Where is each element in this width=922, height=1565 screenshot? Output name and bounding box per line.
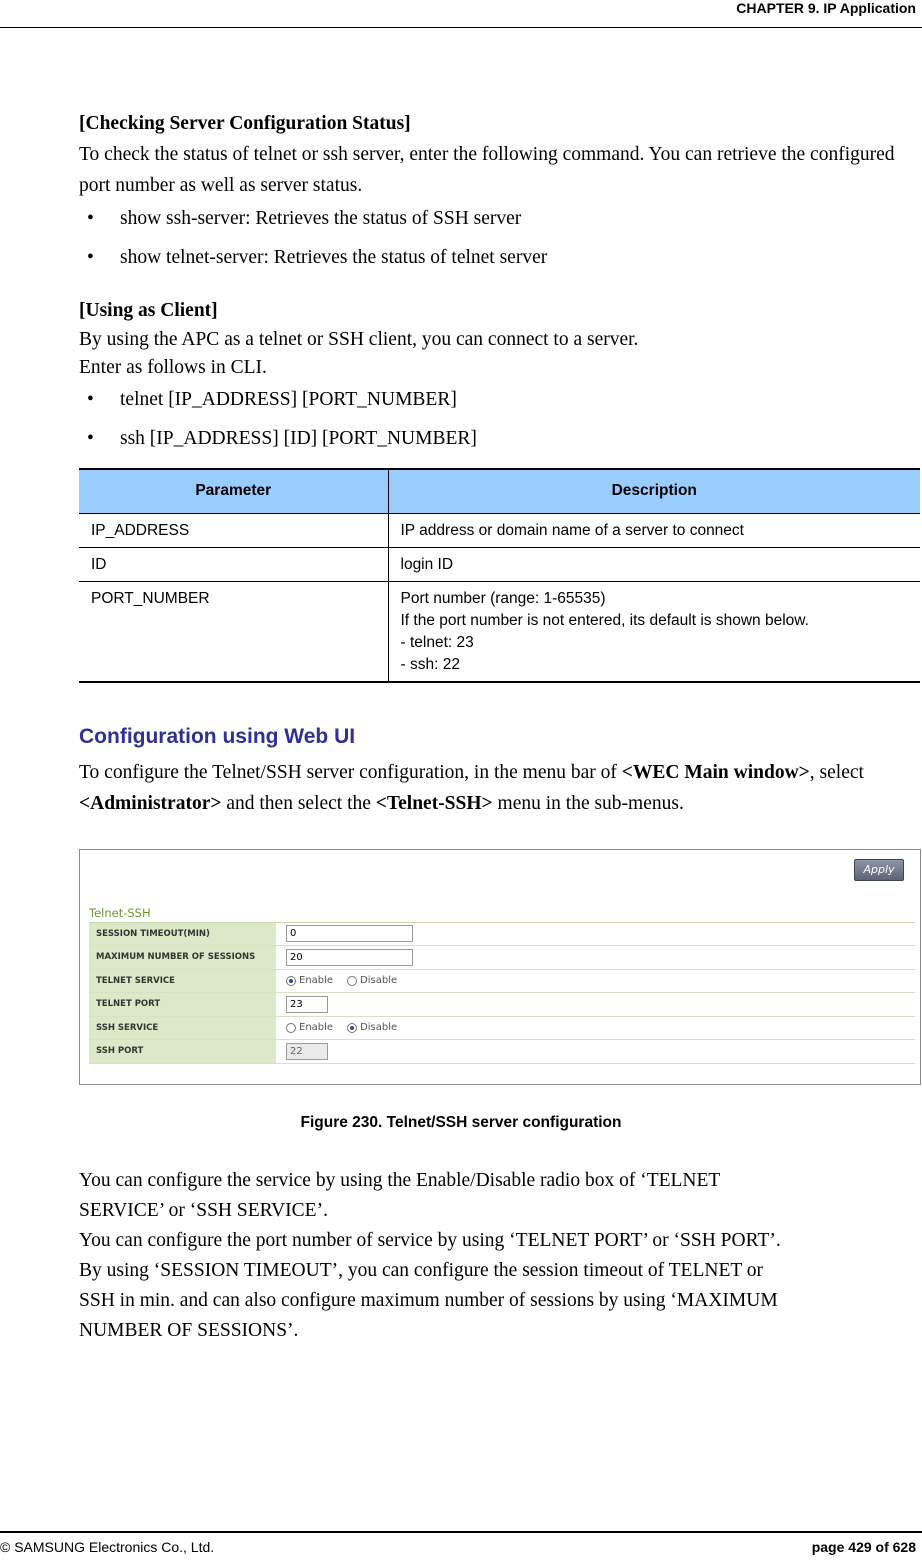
session-timeout-input[interactable]: 0 [286,925,413,942]
radio-empty-icon [286,1023,296,1033]
table-cell-param: PORT_NUMBER [79,581,388,682]
desc-line: Port number (range: 1-65535) [400,589,606,607]
table-cell-desc [388,581,920,682]
footer-divider [0,1531,922,1533]
field-label: TELNET SERVICE [89,970,276,993]
radio-empty-icon [347,976,357,986]
field-label: SSH SERVICE [89,1017,276,1040]
list-item: • show telnet-server: Retrieves the status of telnet server [79,242,919,281]
desc-line: - telnet: 23 [400,633,474,651]
client-command-list [79,384,919,462]
field-label: MAXIMUM NUMBER OF SESSIONS [89,946,276,969]
panel-title: Telnet-SSH [89,905,151,920]
ssh-disable-radio[interactable]: Disable [347,1012,397,1043]
table-cell-desc: IP address or domain name of a server to connect [388,513,920,547]
chapter-header: CHAPTER 9. IP Application [736,0,916,16]
closing-line: NUMBER OF SESSIONS’. [79,1319,299,1341]
table-header-row [79,469,920,513]
figure-caption: Figure 230. Telnet/SSH server configuration [300,1113,622,1131]
table-row [79,581,920,682]
list-item: • ssh [IP_ADDRESS] [ID] [PORT_NUMBER] [79,423,919,462]
page-body [79,108,919,1346]
table-cell-param: IP_ADDRESS [79,513,388,547]
footer-page-number: page 429 of 628 [811,1539,916,1555]
session-timeout-row [89,923,915,947]
ssh-enable-radio[interactable]: Enable [286,1012,333,1043]
desc-line: If the port number is not entered, its default is shown below. [400,611,809,629]
max-sessions-row [89,946,915,970]
closing-line: SSH in min. and can also configure maximum number of sessions by using ‘MAXIMUM [79,1289,778,1311]
settings-form [89,922,915,1064]
telnet-enable-radio[interactable]: Enable [286,965,333,996]
ssh-port-row [89,1040,915,1064]
radio-selected-icon [347,1023,357,1033]
max-sessions-input[interactable]: 20 [286,949,413,966]
table-header-description: Description [388,469,920,513]
list-item: • telnet [IP_ADDRESS] [PORT_NUMBER] [79,384,919,423]
telnet-service-row [89,970,915,994]
field-label: SSH PORT [89,1040,276,1063]
ssh-service-row [89,1017,915,1041]
closing-line: You can configure the service by using the Enable/Disable radio box of ‘TELNET [79,1169,721,1191]
telnet-port-input[interactable]: 23 [286,996,328,1013]
telnet-ssh-screenshot [79,849,921,1085]
table-header-parameter: Parameter [79,469,388,513]
closing-line: SERVICE’ or ‘SSH SERVICE’. [79,1199,328,1221]
telnet-port-row [89,993,915,1017]
field-label: TELNET PORT [89,993,276,1016]
ssh-port-input: 22 [286,1043,328,1060]
footer-copyright: © SAMSUNG Electronics Co., Ltd. [0,1539,215,1555]
client-section-title: [Using as Client] [79,300,218,321]
status-section-title: [Checking Server Configuration Status] [79,113,411,134]
status-command-list [79,203,919,281]
field-label: SESSION TIMEOUT(MIN) [89,923,276,946]
table-cell-desc: login ID [388,547,920,581]
closing-line: By using ‘SESSION TIMEOUT’, you can configure the session timeout of TELNET or [79,1259,764,1281]
table-row [79,547,920,581]
header-divider [0,27,922,28]
apply-button[interactable]: Apply [854,859,904,881]
telnet-disable-radio[interactable]: Disable [347,965,397,996]
webui-intro: To configure the Telnet/SSH server configuration, in the menu bar of <WEC Main window>, select <Administrator> and then select the <Telnet-SSH> menu in the sub-menus. [79,761,864,814]
status-section-text: To check the status of telnet or ssh server, enter the following command. You can retrieve the configured port number as well as server status. [79,144,895,196]
radio-selected-icon [286,976,296,986]
parameter-table [79,468,920,683]
client-section-text-2: Enter as follows in CLI. [79,357,267,378]
list-item: • show ssh-server: Retrieves the status of SSH server [79,203,919,242]
table-cell-param: ID [79,547,388,581]
desc-line: - ssh: 22 [400,655,460,673]
closing-line: You can configure the port number of service by using ‘TELNET PORT’ or ‘SSH PORT’. [79,1229,781,1251]
webui-section-title: Configuration using Web UI [79,724,356,748]
client-section-text: By using the APC as a telnet or SSH client, you can connect to a server. [79,329,639,350]
table-row [79,513,920,547]
closing-paragraph [79,1166,919,1346]
